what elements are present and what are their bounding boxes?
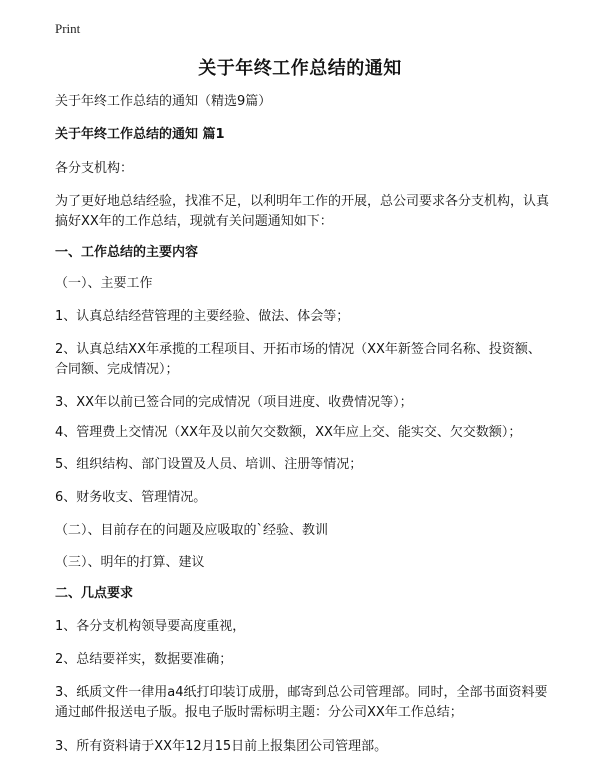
section-heading-article-1: 关于年终工作总结的通知 篇1: [55, 127, 225, 142]
requirement-1: 1、各分支机构领导要高度重视，: [55, 619, 246, 634]
requirement-4: 3、所有资料请于XX年12月15日前上报集团公司管理部。: [55, 739, 388, 754]
list-item-4: 4、管理费上交情况（XX年及以前欠交数额，XX年应上交、能实交、欠交数额）；: [55, 425, 522, 440]
subsection-next-year: （三）、明年的打算、建议: [55, 555, 205, 570]
print-link[interactable]: Print: [55, 21, 81, 36]
list-item-1: 1、认真总结经营管理的主要经验、做法、体会等；: [55, 309, 350, 324]
page-title: 关于年终工作总结的通知: [198, 58, 402, 79]
salutation: 各分支机构：: [55, 161, 134, 176]
section-heading-requirements: 二、几点要求: [55, 586, 134, 601]
subsection-problems: （二）、目前存在的问题及应吸取的`经验、教训: [55, 523, 329, 538]
list-item-6: 6、财务收支、管理情况。: [55, 490, 207, 505]
requirement-2: 2、总结要祥实，数据要准确；: [55, 652, 233, 667]
document-body: [55, 92, 550, 757]
requirement-3: 3、纸质文件一律用a4纸打印装订成册，邮寄到总公司管理部。同时，全部书面资料要通过邮件报送电子版。报电子版时需标明主题：分公司XX年工作总结；: [55, 685, 548, 720]
list-item-5: 5、组织结构、部门设置及人员、培训、注册等情况；: [55, 457, 363, 472]
list-item-2: 2、认真总结XX年承揽的工程项目、开拓市场的情况（XX年新签合同名称、投资额、合同额、完成情况）；: [55, 342, 541, 377]
document-subtitle: 关于年终工作总结的通知（精选9篇）: [55, 94, 272, 109]
list-item-3: 3、XX年以前已签合同的完成情况（项目进度、收费情况等）；: [55, 395, 413, 410]
subsection-main-work: （一）、主要工作: [55, 276, 153, 291]
intro-paragraph: 为了更好地总结经验，找准不足，以利明年工作的开展，总公司要求各分支机构，认真搞好XX年的工作总结，现就有关问题通知如下：: [55, 194, 550, 229]
section-heading-main-content: 一、工作总结的主要内容: [55, 245, 199, 260]
